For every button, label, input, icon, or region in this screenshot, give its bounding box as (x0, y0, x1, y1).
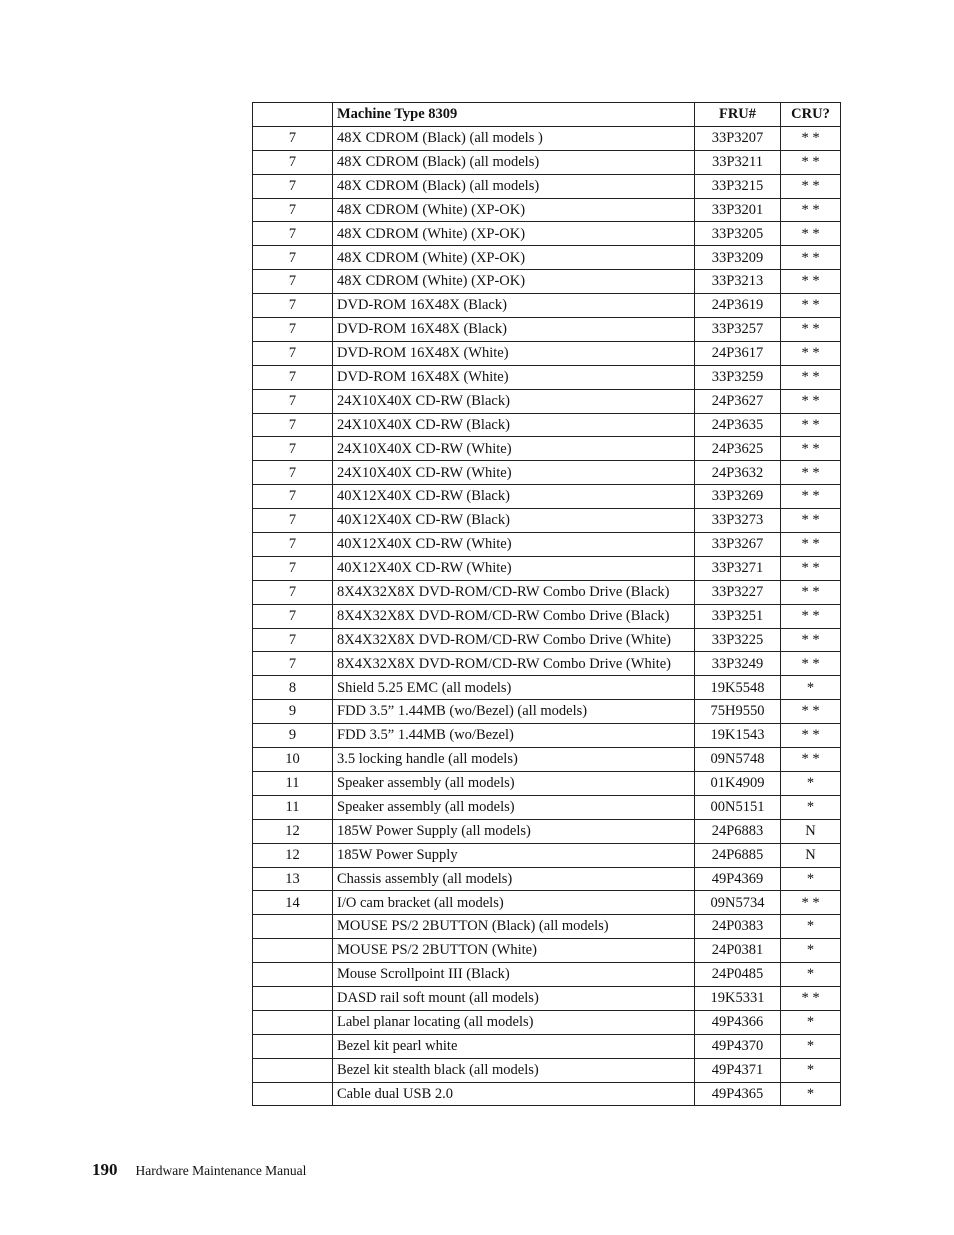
row-index-cell: 7 (253, 413, 333, 437)
cru-status-cell: * * (781, 389, 841, 413)
fru-number-cell: 33P3249 (695, 652, 781, 676)
cru-status-cell: N (781, 843, 841, 867)
fru-number-cell: 09N5734 (695, 891, 781, 915)
part-description-cell: Shield 5.25 EMC (all models) (333, 676, 695, 700)
fru-number-cell: 24P6883 (695, 819, 781, 843)
fru-number-cell: 01K4909 (695, 771, 781, 795)
fru-number-cell: 24P3625 (695, 437, 781, 461)
table-row (253, 413, 841, 437)
row-index-cell: 7 (253, 294, 333, 318)
table-row (253, 986, 841, 1010)
row-index-cell: 7 (253, 604, 333, 628)
fru-number-cell: 24P3617 (695, 341, 781, 365)
table-row (253, 437, 841, 461)
row-index-cell: 8 (253, 676, 333, 700)
cru-status-cell: * * (781, 556, 841, 580)
fru-number-cell: 75H9550 (695, 700, 781, 724)
table-row (253, 843, 841, 867)
row-index-cell: 7 (253, 222, 333, 246)
table-row (253, 891, 841, 915)
cru-status-cell: * * (781, 318, 841, 342)
table-row (253, 270, 841, 294)
table-row (253, 509, 841, 533)
cru-status-cell: * * (781, 461, 841, 485)
part-description-cell: 40X12X40X CD-RW (White) (333, 533, 695, 557)
row-index-cell: 7 (253, 628, 333, 652)
fru-number-cell: 33P3267 (695, 533, 781, 557)
fru-number-cell: 33P3257 (695, 318, 781, 342)
part-description-cell: 24X10X40X CD-RW (White) (333, 461, 695, 485)
cru-status-cell: * * (781, 294, 841, 318)
fru-number-cell: 33P3271 (695, 556, 781, 580)
table-row (253, 174, 841, 198)
fru-number-cell: 33P3259 (695, 365, 781, 389)
table-row (253, 389, 841, 413)
cru-status-cell: * * (781, 246, 841, 270)
fru-number-cell: 33P3213 (695, 270, 781, 294)
table-row (253, 724, 841, 748)
part-description-cell: I/O cam bracket (all models) (333, 891, 695, 915)
cru-status-cell: * * (781, 222, 841, 246)
cru-status-cell: * * (781, 628, 841, 652)
fru-number-cell: 33P3269 (695, 485, 781, 509)
cru-status-cell: * (781, 1082, 841, 1106)
cru-status-cell: * * (781, 986, 841, 1010)
cru-status-cell: * (781, 1034, 841, 1058)
part-description-cell: 48X CDROM (White) (XP-OK) (333, 270, 695, 294)
table-row (253, 246, 841, 270)
fru-number-cell: 24P3619 (695, 294, 781, 318)
row-index-cell: 9 (253, 724, 333, 748)
part-description-cell: Bezel kit stealth black (all models) (333, 1058, 695, 1082)
row-index-cell: 7 (253, 318, 333, 342)
part-description-cell: Chassis assembly (all models) (333, 867, 695, 891)
page-number: 190 (92, 1160, 118, 1179)
part-description-cell: 3.5 locking handle (all models) (333, 748, 695, 772)
table-row (253, 652, 841, 676)
row-index-cell: 7 (253, 556, 333, 580)
part-description-cell: 24X10X40X CD-RW (White) (333, 437, 695, 461)
table-row (253, 748, 841, 772)
fru-number-cell: 24P0381 (695, 939, 781, 963)
fru-number-cell: 33P3227 (695, 580, 781, 604)
row-index-cell: 14 (253, 891, 333, 915)
fru-number-cell: 24P0485 (695, 963, 781, 987)
row-index-cell (253, 963, 333, 987)
part-description-cell: 48X CDROM (Black) (all models) (333, 150, 695, 174)
cru-status-cell: * * (781, 341, 841, 365)
fru-number-cell: 33P3209 (695, 246, 781, 270)
fru-number-cell: 33P3225 (695, 628, 781, 652)
table-row (253, 341, 841, 365)
cru-status-cell: * * (781, 174, 841, 198)
fru-number-cell: 24P3627 (695, 389, 781, 413)
row-index-cell (253, 1010, 333, 1034)
fru-number-cell: 24P0383 (695, 915, 781, 939)
table-row (253, 556, 841, 580)
row-index-cell: 11 (253, 771, 333, 795)
row-index-cell: 7 (253, 580, 333, 604)
table-row (253, 604, 841, 628)
cru-status-cell: * * (781, 509, 841, 533)
table-row (253, 365, 841, 389)
page-footer (92, 1160, 306, 1180)
row-index-cell: 7 (253, 246, 333, 270)
row-index-cell: 7 (253, 389, 333, 413)
cru-status-cell: * * (781, 413, 841, 437)
cru-status-cell: * (781, 963, 841, 987)
part-description-cell: DVD-ROM 16X48X (Black) (333, 318, 695, 342)
part-description-cell: Cable dual USB 2.0 (333, 1082, 695, 1106)
table-row (253, 939, 841, 963)
table-row (253, 1058, 841, 1082)
table-row (253, 795, 841, 819)
table-row (253, 126, 841, 150)
row-index-cell (253, 1058, 333, 1082)
part-description-cell: 24X10X40X CD-RW (Black) (333, 389, 695, 413)
cru-status-cell: * * (781, 150, 841, 174)
fru-number-cell: 49P4370 (695, 1034, 781, 1058)
part-description-cell: FDD 3.5” 1.44MB (wo/Bezel) (all models) (333, 700, 695, 724)
cru-status-cell: * * (781, 748, 841, 772)
part-description-cell: 48X CDROM (Black) (all models) (333, 174, 695, 198)
row-index-cell: 12 (253, 843, 333, 867)
table-row (253, 1010, 841, 1034)
fru-column-header: FRU# (695, 103, 781, 127)
fru-number-cell: 24P3632 (695, 461, 781, 485)
fru-number-cell: 33P3273 (695, 509, 781, 533)
fru-number-cell: 33P3251 (695, 604, 781, 628)
fru-number-cell: 19K1543 (695, 724, 781, 748)
row-index-cell: 7 (253, 461, 333, 485)
cru-status-cell: * * (781, 270, 841, 294)
cru-status-cell: * * (781, 604, 841, 628)
row-index-cell: 7 (253, 150, 333, 174)
row-index-cell (253, 915, 333, 939)
row-index-cell: 13 (253, 867, 333, 891)
row-index-cell: 7 (253, 270, 333, 294)
cru-column-header: CRU? (781, 103, 841, 127)
part-description-cell: 8X4X32X8X DVD-ROM/CD-RW Combo Drive (White) (333, 652, 695, 676)
row-index-cell: 7 (253, 341, 333, 365)
fru-number-cell: 19K5331 (695, 986, 781, 1010)
machine-type-column-header: Machine Type 8309 (333, 103, 695, 127)
index-column-header (253, 103, 333, 127)
part-description-cell: 48X CDROM (White) (XP-OK) (333, 198, 695, 222)
row-index-cell: 7 (253, 437, 333, 461)
row-index-cell: 7 (253, 533, 333, 557)
row-index-cell: 7 (253, 509, 333, 533)
part-description-cell: 40X12X40X CD-RW (Black) (333, 509, 695, 533)
cru-status-cell: * (781, 795, 841, 819)
cru-status-cell: * * (781, 652, 841, 676)
cru-status-cell: * (781, 676, 841, 700)
fru-number-cell: 33P3205 (695, 222, 781, 246)
cru-status-cell: * (781, 1010, 841, 1034)
cru-status-cell: * * (781, 700, 841, 724)
table-row (253, 700, 841, 724)
manual-title: Hardware Maintenance Manual (135, 1163, 307, 1178)
cru-status-cell: * * (781, 485, 841, 509)
row-index-cell: 7 (253, 365, 333, 389)
row-index-cell (253, 939, 333, 963)
part-description-cell: DVD-ROM 16X48X (White) (333, 365, 695, 389)
cru-status-cell: N (781, 819, 841, 843)
table-row (253, 771, 841, 795)
part-description-cell: 40X12X40X CD-RW (Black) (333, 485, 695, 509)
cru-status-cell: * (781, 771, 841, 795)
table-row (253, 222, 841, 246)
fru-number-cell: 49P4371 (695, 1058, 781, 1082)
fru-number-cell: 19K5548 (695, 676, 781, 700)
table-row (253, 676, 841, 700)
table-row (253, 1034, 841, 1058)
row-index-cell (253, 1082, 333, 1106)
cru-status-cell: * (781, 915, 841, 939)
fru-number-cell: 09N5748 (695, 748, 781, 772)
part-description-cell: FDD 3.5” 1.44MB (wo/Bezel) (333, 724, 695, 748)
table-row (253, 198, 841, 222)
part-description-cell: Speaker assembly (all models) (333, 795, 695, 819)
table-row (253, 485, 841, 509)
row-index-cell: 7 (253, 198, 333, 222)
cru-status-cell: * * (781, 724, 841, 748)
part-description-cell: 8X4X32X8X DVD-ROM/CD-RW Combo Drive (Black) (333, 604, 695, 628)
part-description-cell: 24X10X40X CD-RW (Black) (333, 413, 695, 437)
fru-number-cell: 49P4366 (695, 1010, 781, 1034)
fru-number-cell: 00N5151 (695, 795, 781, 819)
table-row (253, 533, 841, 557)
table-row (253, 580, 841, 604)
table-row (253, 867, 841, 891)
table-header-row (253, 103, 841, 127)
table-body (253, 126, 841, 1106)
fru-number-cell: 24P3635 (695, 413, 781, 437)
part-description-cell: Label planar locating (all models) (333, 1010, 695, 1034)
part-description-cell: DVD-ROM 16X48X (White) (333, 341, 695, 365)
cru-status-cell: * * (781, 365, 841, 389)
part-description-cell: Speaker assembly (all models) (333, 771, 695, 795)
row-index-cell: 12 (253, 819, 333, 843)
part-description-cell: DASD rail soft mount (all models) (333, 986, 695, 1010)
part-description-cell: Bezel kit pearl white (333, 1034, 695, 1058)
part-description-cell: 48X CDROM (White) (XP-OK) (333, 246, 695, 270)
part-description-cell: 40X12X40X CD-RW (White) (333, 556, 695, 580)
part-description-cell: 48X CDROM (White) (XP-OK) (333, 222, 695, 246)
fru-parts-table (252, 102, 841, 1106)
cru-status-cell: * * (781, 891, 841, 915)
fru-number-cell: 33P3201 (695, 198, 781, 222)
cru-status-cell: * * (781, 580, 841, 604)
part-description-cell: 48X CDROM (Black) (all models ) (333, 126, 695, 150)
fru-number-cell: 33P3215 (695, 174, 781, 198)
row-index-cell: 10 (253, 748, 333, 772)
row-index-cell: 11 (253, 795, 333, 819)
cru-status-cell: * * (781, 198, 841, 222)
row-index-cell: 9 (253, 700, 333, 724)
table-row (253, 150, 841, 174)
table-row (253, 294, 841, 318)
cru-status-cell: * * (781, 533, 841, 557)
row-index-cell: 7 (253, 652, 333, 676)
cru-status-cell: * (781, 1058, 841, 1082)
part-description-cell: DVD-ROM 16X48X (Black) (333, 294, 695, 318)
part-description-cell: MOUSE PS/2 2BUTTON (White) (333, 939, 695, 963)
cru-status-cell: * * (781, 126, 841, 150)
part-description-cell: 8X4X32X8X DVD-ROM/CD-RW Combo Drive (White) (333, 628, 695, 652)
fru-number-cell: 33P3211 (695, 150, 781, 174)
row-index-cell: 7 (253, 174, 333, 198)
fru-number-cell: 49P4365 (695, 1082, 781, 1106)
table-row (253, 1082, 841, 1106)
part-description-cell: MOUSE PS/2 2BUTTON (Black) (all models) (333, 915, 695, 939)
table-row (253, 628, 841, 652)
table-row (253, 915, 841, 939)
part-description-cell: 185W Power Supply (all models) (333, 819, 695, 843)
part-description-cell: 8X4X32X8X DVD-ROM/CD-RW Combo Drive (Black) (333, 580, 695, 604)
table-row (253, 318, 841, 342)
table-row (253, 461, 841, 485)
table-row (253, 963, 841, 987)
fru-number-cell: 49P4369 (695, 867, 781, 891)
fru-number-cell: 33P3207 (695, 126, 781, 150)
cru-status-cell: * (781, 939, 841, 963)
row-index-cell (253, 1034, 333, 1058)
part-description-cell: Mouse Scrollpoint III (Black) (333, 963, 695, 987)
table-row (253, 819, 841, 843)
row-index-cell: 7 (253, 126, 333, 150)
cru-status-cell: * * (781, 437, 841, 461)
part-description-cell: 185W Power Supply (333, 843, 695, 867)
row-index-cell: 7 (253, 485, 333, 509)
cru-status-cell: * (781, 867, 841, 891)
row-index-cell (253, 986, 333, 1010)
fru-number-cell: 24P6885 (695, 843, 781, 867)
